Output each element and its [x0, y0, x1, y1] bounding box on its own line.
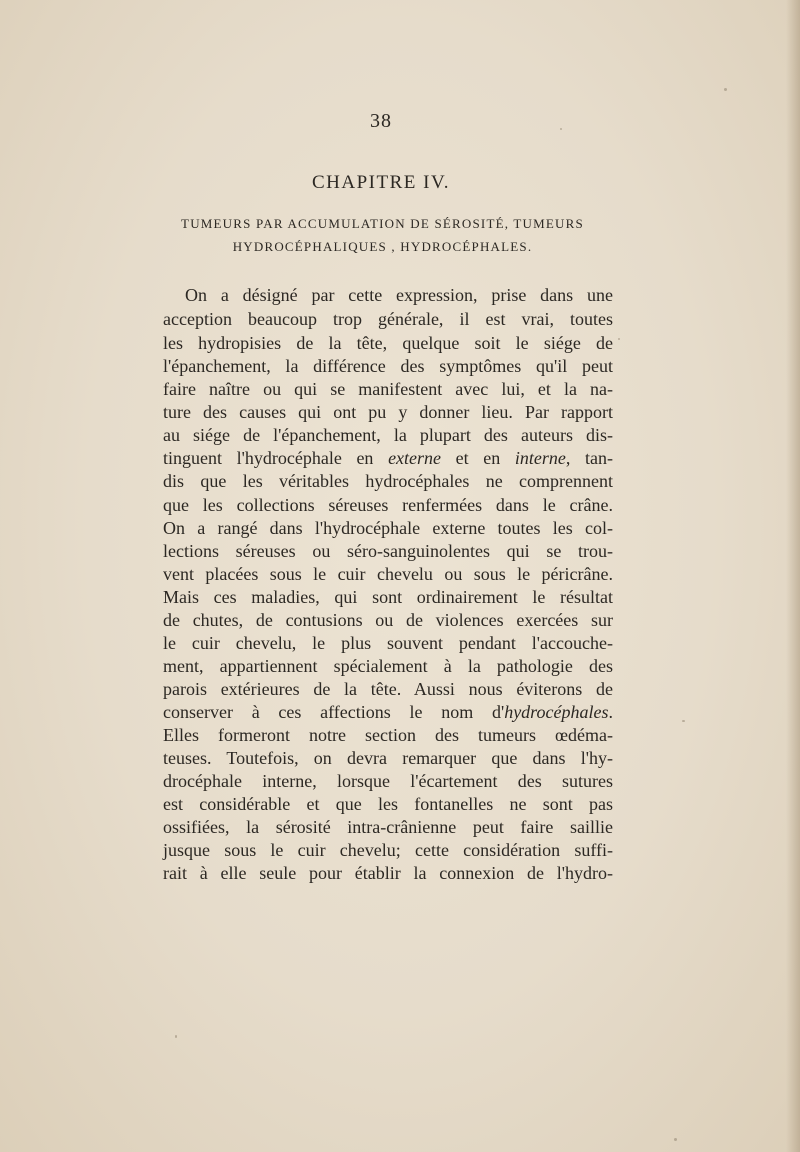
text-line: parois extérieures de la tête. Aussi nous éviterons de [163, 679, 613, 699]
text-line: les hydropisies de la tête, quelque soit le siége de [163, 333, 613, 353]
text-segment: . [608, 702, 613, 722]
text-line: Mais ces maladies, qui sont ordinairement le résultat [163, 587, 613, 607]
text-line: faire naître ou qui se manifestent avec lui, et la na- [163, 379, 613, 399]
text-line [163, 701, 613, 723]
text-line: On a rangé dans l'hydrocéphale externe toutes les col- [163, 518, 613, 538]
text-line: est considérable et que les fontanelles ne sont pas [163, 794, 613, 814]
chapter-subtitle-line-1: TUMEURS PAR ACCUMULATION DE SÉROSITÉ, TUMEURS [181, 216, 584, 231]
text-line: ment, appartiennent spécialement à la pathologie des [163, 656, 613, 676]
text-segment: conserver à ces affections le nom d' [163, 702, 505, 722]
text-line: ture des causes qui ont pu y donner lieu. Par rapport [163, 402, 613, 422]
italic-term-externe: externe [388, 448, 442, 468]
text-line: acception beaucoup trop générale, il est vrai, toutes [163, 309, 613, 329]
text-line: de chutes, de contusions ou de violences exercées sur [163, 610, 613, 630]
chapter-subtitle-line-2: HYDROCÉPHALIQUES , HYDROCÉPHALES. [232, 239, 533, 254]
text-segment: tinguent l'hydrocéphale en [163, 448, 374, 468]
paper-speck [618, 338, 620, 340]
italic-term-hydrocephales: hydrocéphales [504, 702, 609, 722]
paper-speck [560, 128, 562, 130]
text-line: lections séreuses ou séro-sanguinolentes qui se trou- [163, 541, 613, 561]
chapter-title: CHAPITRE IV. [312, 172, 450, 193]
text-line: ossifiées, la sérosité intra-crânienne peut faire saillie [163, 817, 613, 837]
text-line: drocéphale interne, lorsque l'écartement des sutures [163, 771, 613, 791]
text-line: Elles formeront notre section des tumeurs œdéma- [163, 725, 613, 745]
text-line: que les collections séreuses renfermées dans le crâne. [163, 495, 613, 515]
text-line [163, 447, 613, 469]
text-segment: , tan- [565, 448, 613, 468]
text-segment: et en [455, 448, 501, 468]
text-line: rait à elle seule pour établir la connexion de l'hydro- [163, 863, 613, 883]
text-line: On a désigné par cette expression, prise dans une [185, 285, 613, 305]
text-line: le cuir chevelu, le plus souvent pendant l'accouche- [163, 633, 613, 653]
paper-speck [724, 88, 727, 91]
italic-term-interne: interne [514, 448, 566, 468]
paper-speck [682, 720, 685, 722]
paper-speck [674, 1138, 677, 1141]
paper-speck [175, 1035, 177, 1038]
page-number: 38 [370, 110, 392, 132]
text-line: jusque sous le cuir chevelu; cette considération suffi- [163, 840, 613, 860]
text-line: teuses. Toutefois, on devra remarquer que dans l'hy- [163, 748, 613, 768]
text-line: dis que les véritables hydrocéphales ne comprennent [163, 471, 613, 491]
text-line: vent placées sous le cuir chevelu ou sous le péricrâne. [163, 564, 613, 584]
text-line: au siége de l'épanchement, la plupart des auteurs dis- [163, 425, 613, 445]
text-line: l'épanchement, la différence des symptômes qu'il peut [163, 356, 613, 376]
